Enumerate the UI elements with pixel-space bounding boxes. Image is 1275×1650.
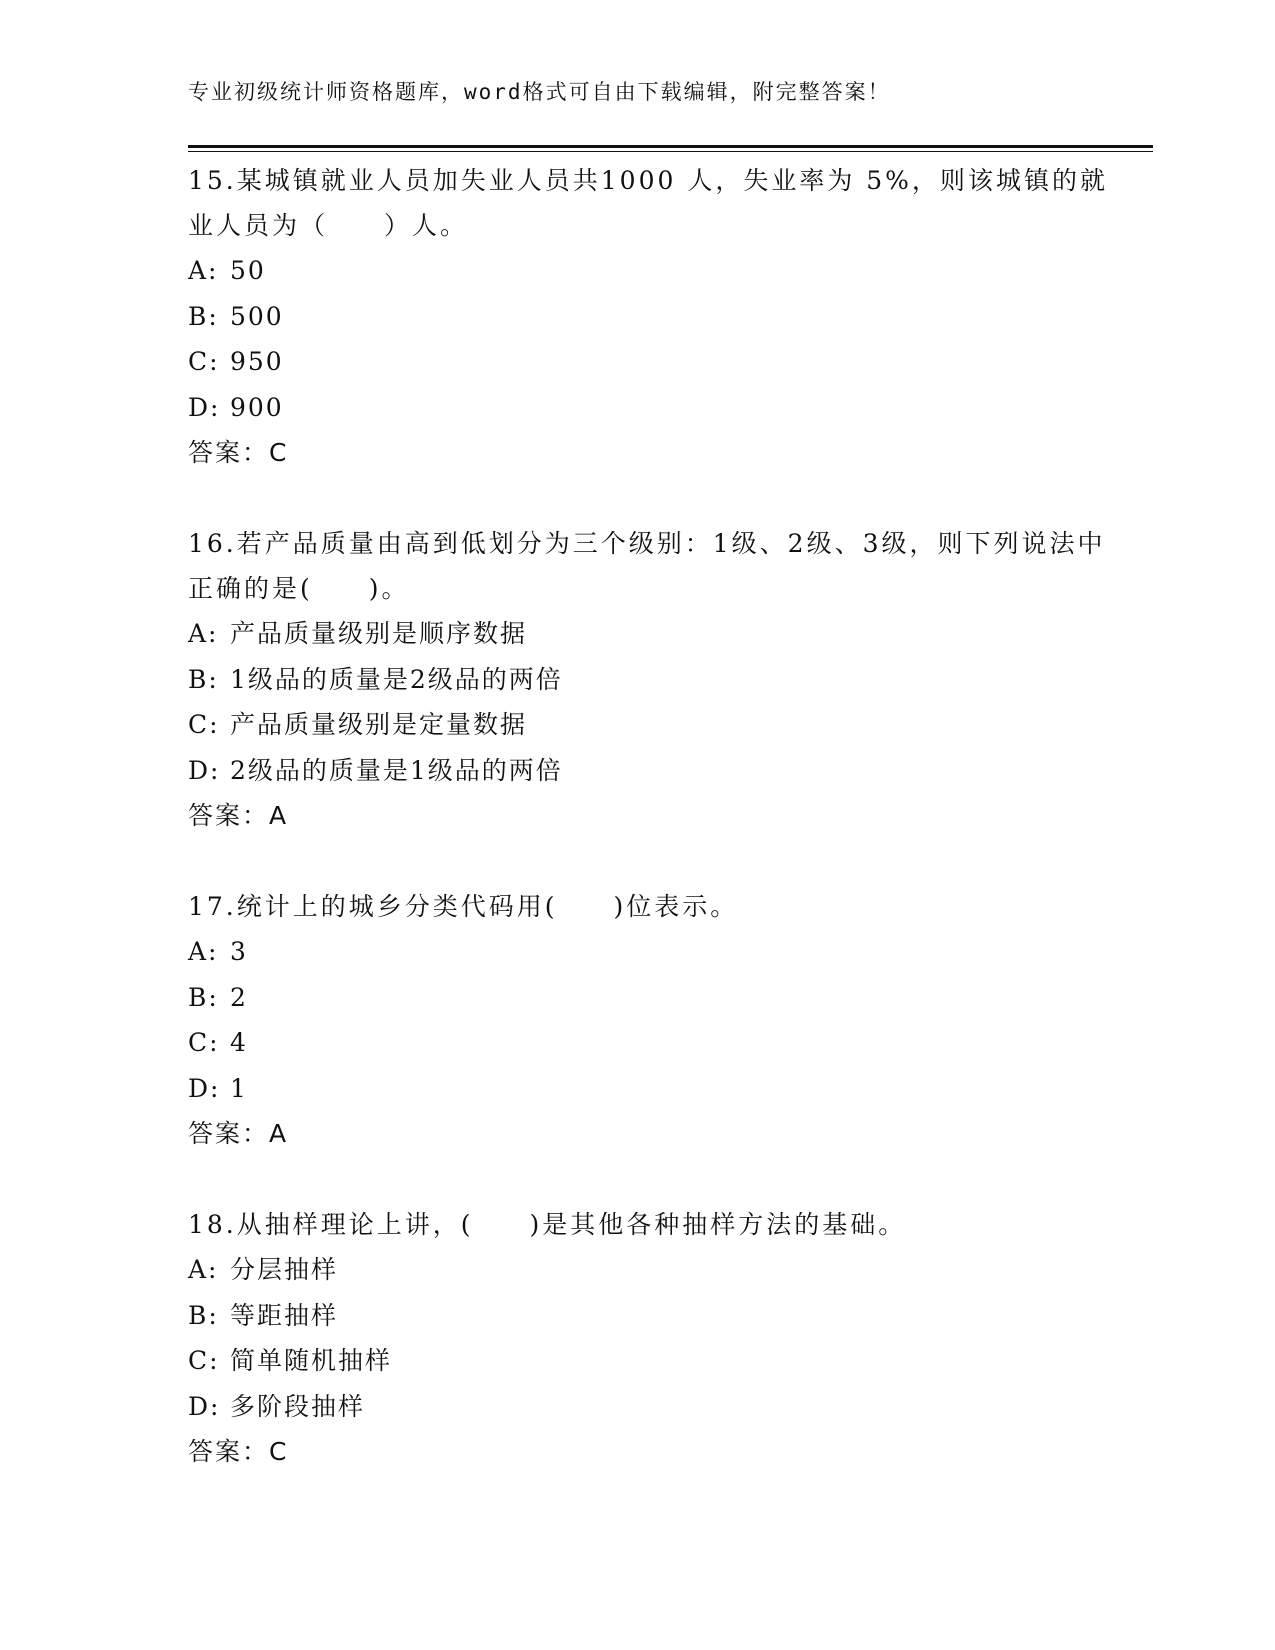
- question-15: [188, 158, 1118, 475]
- header-divider-thick: [188, 145, 1153, 148]
- option-text: 1级品的质量是2级品的两倍: [230, 664, 563, 694]
- question-18: [188, 1202, 1118, 1474]
- option-letter: D:: [188, 755, 221, 785]
- option-text: 产品质量级别是定量数据: [230, 710, 528, 739]
- option-d: [188, 1066, 1118, 1112]
- option-a: [188, 248, 1118, 294]
- option-letter: C:: [188, 710, 220, 739]
- option-letter: B:: [188, 664, 219, 694]
- answer-line: 答案：A: [188, 1119, 289, 1148]
- option-d: [188, 385, 1118, 431]
- question-stem: 15.某城镇就业人员加失业人员共1000 人，失业率为 5%，则该城镇的就业人员为（ ）人。: [188, 166, 1108, 240]
- option-a: [188, 929, 1118, 975]
- option-text: 1: [230, 1073, 248, 1103]
- option-text: 900: [230, 392, 284, 422]
- question-stem: 18.从抽样理论上讲，( )是其他各种抽样方法的基础。: [188, 1210, 907, 1239]
- question-stem: 17.统计上的城乡分类代码用( )位表示。: [188, 892, 739, 921]
- page-header: 专业初级统计师资格题库，word格式可自由下载编辑，附完整答案！: [188, 80, 891, 104]
- option-b: [188, 1293, 1118, 1339]
- option-text: 多阶段抽样: [230, 1391, 366, 1421]
- option-letter: C:: [188, 1346, 220, 1375]
- question-16: [188, 521, 1118, 838]
- option-text: 500: [230, 301, 284, 331]
- option-text: 简单随机抽样: [230, 1346, 393, 1375]
- header-divider-thin: [188, 151, 1153, 152]
- option-c: [188, 702, 1118, 748]
- option-letter: C:: [188, 347, 220, 376]
- answer-line: 答案：C: [188, 438, 289, 467]
- option-letter: C:: [188, 1028, 220, 1057]
- question-17: [188, 884, 1118, 1156]
- option-letter: A:: [188, 619, 219, 648]
- option-letter: B:: [188, 301, 219, 331]
- option-letter: A:: [188, 256, 219, 285]
- option-text: 产品质量级别是顺序数据: [230, 619, 528, 648]
- option-c: [188, 339, 1118, 385]
- option-text: 50: [230, 256, 266, 285]
- option-letter: A:: [188, 1255, 219, 1284]
- option-d: [188, 1384, 1118, 1430]
- option-c: [188, 1338, 1118, 1384]
- option-letter: B:: [188, 982, 219, 1012]
- option-text: 3: [230, 937, 248, 966]
- option-letter: D:: [188, 1073, 221, 1103]
- answer-line: 答案：A: [188, 801, 289, 830]
- option-text: 2级品的质量是1级品的两倍: [230, 755, 563, 785]
- option-b: [188, 975, 1118, 1021]
- option-b: [188, 657, 1118, 703]
- option-text: 分层抽样: [230, 1255, 339, 1284]
- option-letter: B:: [188, 1300, 219, 1330]
- option-text: 950: [230, 347, 284, 376]
- option-d: [188, 748, 1118, 794]
- question-stem: 16.若产品质量由高到低划分为三个级别：1级、2级、3级，则下列说法中正确的是( )。: [188, 529, 1106, 603]
- question-list: [188, 158, 1118, 1520]
- option-letter: D:: [188, 1391, 221, 1421]
- option-text: 等距抽样: [230, 1300, 339, 1330]
- option-letter: D:: [188, 392, 221, 422]
- option-a: [188, 611, 1118, 657]
- option-a: [188, 1247, 1118, 1293]
- option-c: [188, 1020, 1118, 1066]
- option-letter: A:: [188, 937, 219, 966]
- option-text: 2: [230, 982, 248, 1012]
- option-text: 4: [230, 1028, 248, 1057]
- option-b: [188, 294, 1118, 340]
- answer-line: 答案：C: [188, 1437, 289, 1466]
